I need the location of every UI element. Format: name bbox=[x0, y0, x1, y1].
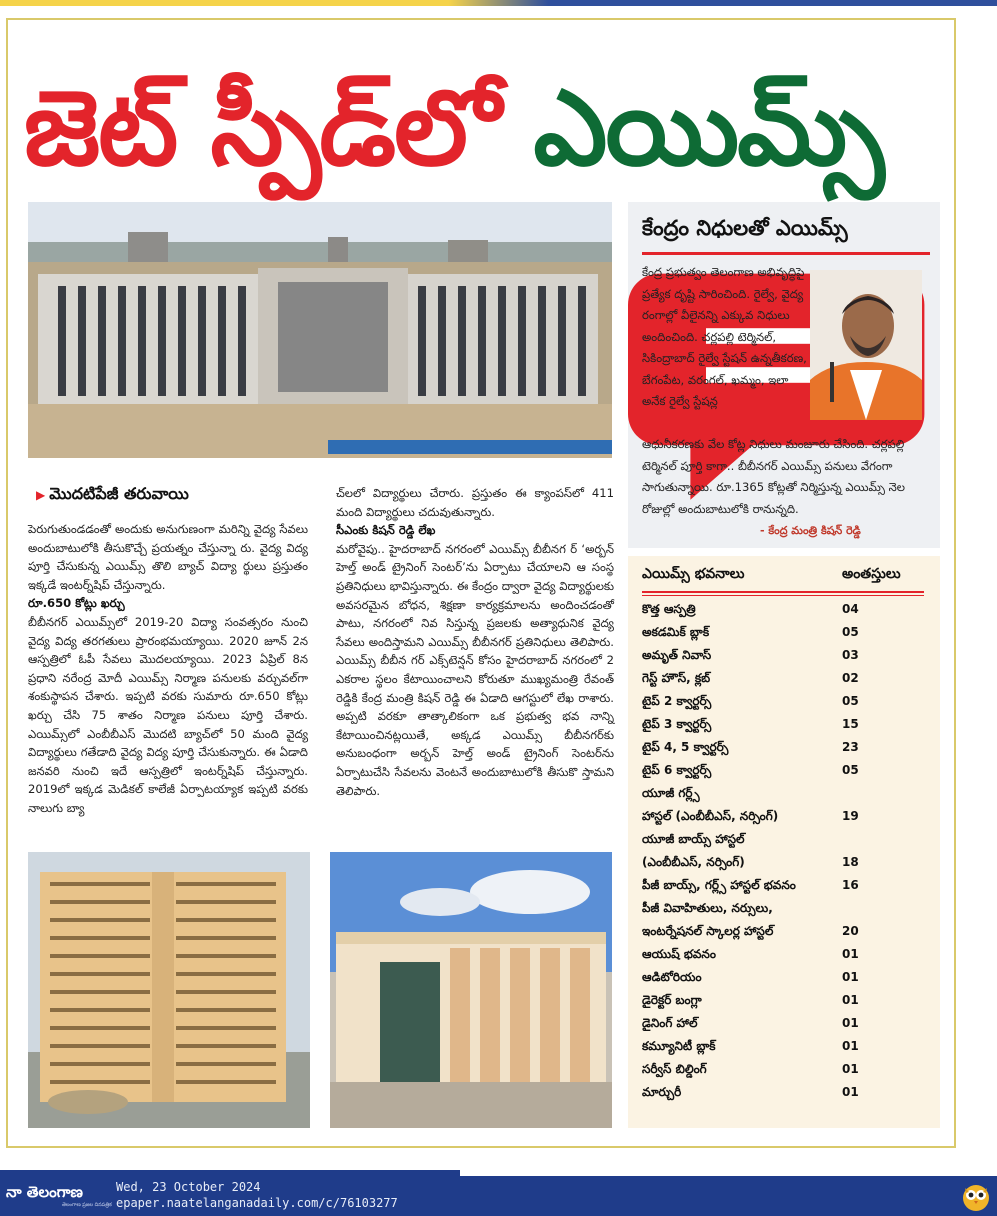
middle-column bbox=[336, 484, 614, 800]
left-para-1: పెరుగుతుండడంతో అందుకు అనుగుణంగా మరిన్ని వైద్య సేవలు అందుబాటులోకి తీసుకొచ్చే ప్రయత్నం చేస్తున్నా రు. వైద్య విద్య పూర్తి చేసుకున్న ఎయిమ్స్ తొలి బ్యాచ్ విద్యా ర్థులు ప్రస్తుతం ఇక్కడే ఇంటర్న్‌షిప్ చేస్తున్నారు. bbox=[28, 522, 308, 592]
table-cell-floors: 19 bbox=[842, 809, 859, 823]
edition-date: Wed, 23 October 2024 bbox=[116, 1180, 261, 1194]
table-cell-floors: 02 bbox=[842, 671, 859, 685]
table-cell-floors: 05 bbox=[842, 694, 859, 708]
table-cell-building: పీజీ వివాహితులు, నర్సులు, bbox=[642, 901, 773, 915]
table-cell-floors: 18 bbox=[842, 855, 859, 869]
owl-icon[interactable] bbox=[960, 1180, 992, 1212]
table-cell-building: హాస్టల్ (ఎంబీబీఎస్, నర్సింగ్) bbox=[642, 809, 779, 823]
table-cell-floors: 01 bbox=[842, 993, 859, 1007]
table-cell-building: టైప్ 3 క్వార్టర్స్ bbox=[642, 717, 712, 731]
sidebar-text-2: ఆధునీకరణకు వేల కోట్ల నిధులు మంజూరు చేసింది. చర్లపల్లి టెర్మినల్ పూర్తి కాగా.. బీబీనగర్ ఎయిమ్స్ పనులు వేగంగా సాగుతున్నాయి. రూ.1365 కోట్లతో నిర్మిస్తున్న ఎయిమ్స్ నెల రోజుల్లో అందుబాటులోకి రానున్నది. bbox=[642, 437, 906, 516]
table-cell-building: టైప్ 2 క్వార్టర్స్ bbox=[642, 694, 712, 708]
subhead-text: మొదటిపేజీ తరువాయి bbox=[49, 484, 189, 503]
table-cell-building: ఆడిటోరియం bbox=[642, 970, 702, 984]
table-header-building: ఎయిమ్స్ భవనాలు bbox=[642, 566, 745, 582]
table-cell-building: కొత్త ఆస్పత్రి bbox=[642, 602, 696, 616]
table-cell-building: డైరెక్టర్ బంగ్లా bbox=[642, 993, 702, 1007]
sidebar-title-underline bbox=[642, 252, 930, 255]
minister-portrait bbox=[810, 270, 922, 420]
left-section-heading: రూ.650 కోట్లు ఖర్చు bbox=[28, 596, 125, 611]
table-cell-floors: 03 bbox=[842, 648, 859, 662]
table-cell-building: యూజీ బాయ్స్ హాస్టల్ bbox=[642, 832, 745, 846]
table-cell-building: మార్చురీ bbox=[642, 1085, 682, 1099]
newspaper-logo: నా తెలంగాణ bbox=[6, 1183, 83, 1201]
continued-subhead bbox=[36, 484, 189, 507]
table-header-underline-2 bbox=[642, 595, 924, 596]
table-cell-floors: 05 bbox=[842, 625, 859, 639]
red-triangle-icon: ▶ bbox=[36, 488, 46, 502]
table-cell-floors: 05 bbox=[842, 763, 859, 777]
table-cell-building: సర్వీస్ బిల్డింగ్ bbox=[642, 1062, 707, 1076]
newspaper-logo-tagline: తెలంగాణ ప్రజల దినపత్రిక bbox=[62, 1202, 112, 1208]
headline bbox=[24, 58, 924, 198]
sidebar-text-1: కేంద్ర ప్రభుత్వం తెలంగాణ అభివృద్ధిపై ప్రత్యేక దృష్టి సారించింది. రైల్వే, వైద్య రంగాల్లో వీలైనన్ని ఎక్కువ నిధులు అందించింది. చర్లపల్లి టెర్మినల్, సికింద్రాబాద్ రైల్వే స్టేషన్ ఉన్నతీకరణ, బేగంపేట, వరంగల్, ఖమ్మం, ఇలా అనేక రైల్వే స్టేషన్ల bbox=[642, 265, 807, 408]
left-para-2: బీబీనగర్ ఎయిమ్స్‌లో 2019-20 విద్యా సంవత్సరం నుంచి వైద్య విద్య తరగతులు ప్రారంభమయ్యాయి. 2020 జూన్ 2న ఆస్పత్రిలో ఓపీ సేవలు మొదలయ్యాయి. 2023 ఏప్రిల్ 8న ప్రధాని నరేంద్ర మోదీ ఎయిమ్స్ నిర్మాణ పనులకు వర్చువల్‌గా శంకుస్థాపన చేశారు. ఇప్పటి వరకు సుమారు రూ.650 కోట్లు ఖర్చు చేసి 75 శాతం నిర్మాణ పనులు పూర్తి చేశారు. ఎయిమ్స్‌లో ఎంబీబీఎస్ మొదటి బ్యాచ్‌లో 50 మంది వైద్య విద్యార్థులు గతేడాది వైద్య విద్య పూర్తి చేసుకున్నారు. ఈ ఏడాది జనవరి నుంచి ఇదే ఆస్పత్రిలో ఇంటర్న్‌షిప్ చేస్తున్నారు. 2019లో ఇక్కడ మెడికల్ కాలేజీ ఏర్పాటయ్యాక ఇప్పటి వరకు నాలుగు బ్యా bbox=[28, 614, 308, 815]
table-cell-floors: 01 bbox=[842, 947, 859, 961]
table-cell-floors: 20 bbox=[842, 924, 859, 938]
sidebar-title: కేంద్రం నిధులతో ఎయిమ్స్ bbox=[642, 216, 848, 240]
epaper-url[interactable]: epaper.naatelanganadaily.com/c/76103277 bbox=[116, 1196, 398, 1210]
table-cell-building: పీజీ బాయ్స్, గర్ల్స్ హాస్టల్ భవనం bbox=[642, 878, 796, 892]
table-cell-floors: 01 bbox=[842, 970, 859, 984]
table-cell-floors: 23 bbox=[842, 740, 859, 754]
table-cell-floors: 16 bbox=[842, 878, 859, 892]
table-cell-building: కమ్యూనిటీ బ్లాక్ bbox=[642, 1039, 716, 1053]
left-column bbox=[28, 520, 308, 818]
table-cell-floors: 01 bbox=[842, 1016, 859, 1030]
table-cell-building: అమృత్ నివాస్ bbox=[642, 648, 712, 662]
auditorium-photo bbox=[330, 852, 612, 1128]
main-hospital-photo bbox=[28, 202, 612, 458]
table-cell-floors: 04 bbox=[842, 602, 859, 616]
sidebar-quote: - కేంద్ర మంత్రి కిషన్ రెడ్డి bbox=[760, 524, 861, 537]
top-color-bar bbox=[0, 0, 997, 6]
table-cell-building: (ఎంబీబీఎస్, నర్సింగ్) bbox=[642, 855, 745, 869]
table-cell-floors: 01 bbox=[842, 1039, 859, 1053]
middle-para-2: మరోవైపు.. హైదరాబాద్ నగరంలో ఎయిమ్స్ బీబీనగ ర్ ‘అర్బన్ హెల్త్ అండ్ ట్రైనింగ్ సెంటర్’ను ఏర్పాటు చేయాలని ఆ సంస్థ ప్రతినిధులు భావిస్తున్నారు. ఈ కేంద్రం ద్వారా వైద్య విద్యార్థులకు అవసరమైన బోధన, శిక్షణా కార్యక్రమాలను అందించడంతో పాటు, నగరంలో నివ సిస్తున్న ప్రజలకు అత్యాధునిక వైద్య సేవలు అందిస్తామని ఎయిమ్స్ బీబీనగర్ ప్రతినిధులు తెలిపారు. ఎయిమ్స్ బీబీన గర్ ఎక్స్‌టెన్షన్ కోసం హైదరాబాద్ నగరంలో 2 ఎకరాల స్థలం కేటాయించాలని కోరుతూ ముఖ్యమంత్రి రేవంత్ రెడ్డికి కేంద్ర మంత్రి కిషన్ రెడ్డి ఈ ఏడాది ఆగస్టులో లేఖ రాశారు. అప్పటి వరకూ తాత్కాలికంగా ఒక ప్రభుత్వ భవ నాన్ని కేటాయించినట్లయితే, అక్కడ ఎయిమ్స్ బీబీనగర్‌కు అనుబంధంగా అర్బన్ హెల్త్ అండ్ ట్రైనింగ్ సెంటర్‌ను ఏర్పాటుచేసి సేవలను వెంటనే అందుబాటులోకి తీసుకొ స్తామని తెలిపారు. bbox=[336, 541, 614, 798]
table-cell-building: ఇంటర్నేషనల్ స్కాలర్ల హాస్టల్ bbox=[642, 924, 774, 938]
headline-red: జెట్ స్పీడ్‌లో bbox=[24, 67, 500, 189]
table-cell-building: గెస్ట్ హౌస్, క్లబ్ bbox=[642, 671, 711, 685]
table-cell-building: టైప్ 4, 5 క్వార్టర్స్ bbox=[642, 740, 729, 754]
table-cell-floors: 01 bbox=[842, 1085, 859, 1099]
table-cell-building: డైనింగ్ హాల్ bbox=[642, 1016, 698, 1030]
middle-para-1: చ్‌లలో విద్యార్థులు చేరారు. ప్రస్తుతం ఈ క్యాంపస్‌లో 411 మంది విద్యార్థులు చదువుతున్నారు. bbox=[336, 486, 614, 519]
headline-green: ఎయిమ్స్ bbox=[533, 67, 883, 189]
table-cell-building: అకడమిక్ బ్లాక్ bbox=[642, 625, 710, 639]
table-cell-building: టైప్ 6 క్వార్టర్స్ bbox=[642, 763, 712, 777]
table-cell-building: యూజీ గర్ల్స్ bbox=[642, 786, 700, 800]
table-header-floors: అంతస్తులు bbox=[842, 566, 901, 582]
table-cell-floors: 15 bbox=[842, 717, 859, 731]
table-cell-building: ఆయుష్ భవనం bbox=[642, 947, 716, 961]
table-cell-floors: 01 bbox=[842, 1062, 859, 1076]
tower-building-photo bbox=[28, 852, 310, 1128]
middle-section-heading: సీఎంకు కిషన్ రెడ్డి లేఖ bbox=[336, 523, 436, 538]
table-header-underline bbox=[642, 591, 924, 593]
